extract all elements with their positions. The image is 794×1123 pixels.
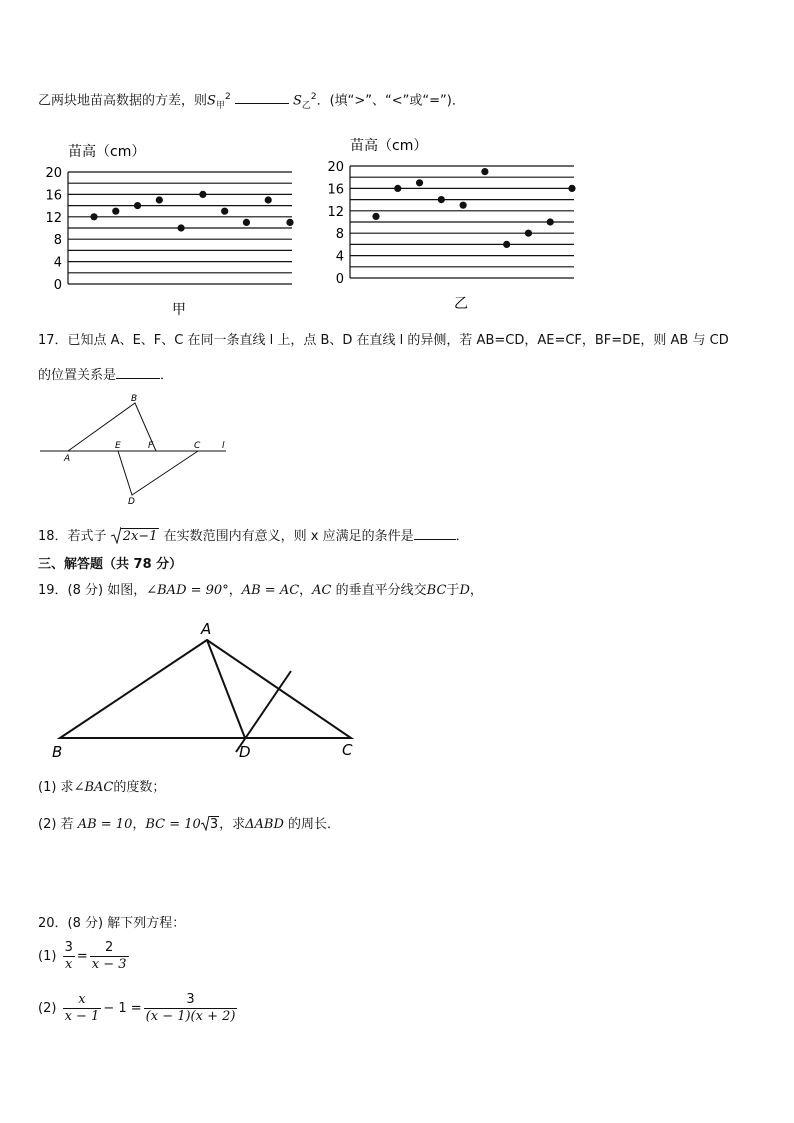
q17-line2-post: ． xyxy=(160,368,174,383)
data-point xyxy=(286,219,293,226)
tick-label: 8 xyxy=(335,227,344,243)
chart-label: 甲 xyxy=(172,302,186,316)
numerator: 2 xyxy=(90,940,129,957)
q20-eq2 xyxy=(38,992,239,1025)
q19-sub2-mid: ，求 xyxy=(219,817,246,832)
tick-label: 16 xyxy=(45,188,62,204)
q19-sub1 xyxy=(38,779,165,797)
chart-title: 苗高（cm） xyxy=(68,144,146,160)
tick-label: 0 xyxy=(53,278,62,293)
q17-line2 xyxy=(38,364,173,385)
q19-pre: 19．(8 分) 如图， xyxy=(38,583,147,598)
data-point xyxy=(221,208,228,215)
q19-sub1-post: 的度数； xyxy=(113,780,166,795)
q19-cond-d: D xyxy=(459,583,470,598)
numerator: 3 xyxy=(144,992,238,1009)
label-d: D xyxy=(128,497,135,507)
label-e: E xyxy=(115,441,121,451)
q17-answer-blank[interactable] xyxy=(116,364,160,379)
q19-sub2-triangle: ΔABD xyxy=(245,817,284,832)
q19-sub1-angle: ∠BAC xyxy=(73,780,114,795)
label-c: C xyxy=(342,741,353,759)
data-point xyxy=(416,179,423,186)
q19-cond-bc: BC xyxy=(426,583,447,598)
equals: = xyxy=(76,949,88,964)
triangle-abc xyxy=(60,640,351,738)
chart-jia xyxy=(36,134,300,316)
data-point xyxy=(372,213,379,220)
s-symbol-yi: S xyxy=(292,93,302,109)
sup-jia: 2 xyxy=(224,92,231,102)
q16-line xyxy=(38,88,465,115)
q19-sub1-pre: (1) 求 xyxy=(38,780,74,795)
q18-post: ． xyxy=(455,529,469,544)
q20-eq1-left-frac xyxy=(63,940,75,973)
section-3-title: 三、解答题（共 78 分） xyxy=(38,557,183,572)
q20-eq1-label: (1) xyxy=(38,949,57,964)
data-point xyxy=(568,185,575,192)
q18-mid: 在实数范围内有意义，则 x 应满足的条件是 xyxy=(163,529,414,544)
denominator: x − 3 xyxy=(91,957,127,972)
data-point xyxy=(112,208,119,215)
q19-mid: 的垂直平分线交 xyxy=(335,583,427,598)
q17-line1: 17．已知点 A、E、F、C 在同一条直线 l 上，点 B、D 在直线 l 的异侧，若 AB=CD，AE=CF，BF=DE，则 AB 与 CD xyxy=(38,333,729,348)
triangle-cde xyxy=(118,451,198,495)
q20-eq2-left-frac xyxy=(63,992,102,1025)
q17-figure xyxy=(36,390,236,510)
tick-label: 12 xyxy=(45,210,62,226)
q19-sub2-post: 的周长． xyxy=(288,817,341,832)
q18-radicand: 2x−1 xyxy=(122,529,158,544)
numerator: 3 xyxy=(64,940,73,955)
label-c: C xyxy=(194,441,201,451)
denominator: x − 1 xyxy=(64,1009,100,1024)
tick-label: 4 xyxy=(53,255,62,271)
label-b: B xyxy=(52,743,63,761)
q20-eq1 xyxy=(38,940,131,973)
data-point xyxy=(178,224,185,231)
q17-line2-pre: 的位置关系是 xyxy=(38,368,117,383)
data-point xyxy=(525,230,532,237)
q19-sub2-bc: BC = 10 xyxy=(145,817,201,832)
denominator: x xyxy=(65,957,73,972)
denominator: (x − 1)(x + 2) xyxy=(145,1009,236,1024)
q20-title: 20．(8 分) 解下列方程： xyxy=(38,916,186,931)
data-point xyxy=(481,168,488,175)
q19-figure xyxy=(40,614,370,764)
sub-jia: 甲 xyxy=(215,100,225,111)
tick-label: 20 xyxy=(327,160,344,175)
sub-yi: 乙 xyxy=(301,100,311,111)
segment-ad xyxy=(207,640,245,738)
radical-sign xyxy=(201,815,209,831)
q20-eq2-label: (2) xyxy=(38,1001,57,1016)
label-f: F xyxy=(148,441,154,451)
q19-sub2-sep: ， xyxy=(132,817,146,832)
q19-sub2-ab: AB = 10 xyxy=(77,817,133,832)
perpendicular-bisector xyxy=(236,671,291,752)
chart-title: 苗高（cm） xyxy=(350,138,428,154)
data-point xyxy=(199,191,206,198)
data-point xyxy=(134,202,141,209)
q19-sep1: ， xyxy=(228,583,242,598)
q19-post: ， xyxy=(469,583,483,598)
tick-label: 0 xyxy=(335,272,344,287)
tick-label: 12 xyxy=(327,204,344,220)
q19-cond-ac: AC xyxy=(312,583,332,598)
data-point xyxy=(438,196,445,203)
chart-yi xyxy=(318,128,582,316)
label-b: B xyxy=(131,394,138,404)
q19-sub2-root: 3 xyxy=(209,817,219,832)
q18-line xyxy=(38,525,469,546)
q18-answer-blank[interactable] xyxy=(414,525,456,540)
sup-yi: 2 xyxy=(310,92,317,102)
q19-line xyxy=(38,582,483,600)
data-point xyxy=(503,241,510,248)
data-point xyxy=(265,196,272,203)
label-d: D xyxy=(239,743,251,761)
q18-sqrt xyxy=(111,526,160,546)
data-point xyxy=(156,196,163,203)
triangle-abf xyxy=(68,403,156,451)
q16-text-post: ．(填“>”、“<”或“=”)． xyxy=(316,93,465,109)
q20-eq2-right-frac xyxy=(144,992,238,1025)
label-a: A xyxy=(201,620,212,638)
q19-mid2: 于 xyxy=(446,583,460,598)
numerator: x xyxy=(63,992,102,1009)
data-point xyxy=(460,202,467,209)
tick-label: 20 xyxy=(45,166,62,181)
s-symbol-jia: S xyxy=(207,93,216,109)
q19-sub2-pre: (2) 若 xyxy=(38,817,74,832)
q19-sub2 xyxy=(38,815,340,834)
q18-pre: 18．若式子 xyxy=(38,529,107,544)
label-l: l xyxy=(222,441,225,451)
q16-answer-blank[interactable] xyxy=(235,89,289,104)
q19-sep2: ， xyxy=(299,583,313,598)
q16-text-pre: 乙两块地苗高数据的方差，则 xyxy=(38,93,208,109)
data-point xyxy=(547,218,554,225)
tick-label: 4 xyxy=(335,249,344,265)
q19-cond-ab-ac: AB = AC xyxy=(241,583,300,598)
q20-eq1-right-frac xyxy=(90,940,129,973)
tick-label: 16 xyxy=(327,182,344,198)
data-point xyxy=(90,213,97,220)
chart-label: 乙 xyxy=(454,296,468,312)
q19-cond-angle: ∠BAD = 90° xyxy=(146,583,229,598)
data-point xyxy=(394,185,401,192)
label-a: A xyxy=(64,454,71,464)
radical-sign xyxy=(111,526,121,544)
data-point xyxy=(243,219,250,226)
tick-label: 8 xyxy=(53,233,62,249)
minus-one-equals: − 1 = xyxy=(103,1001,142,1016)
